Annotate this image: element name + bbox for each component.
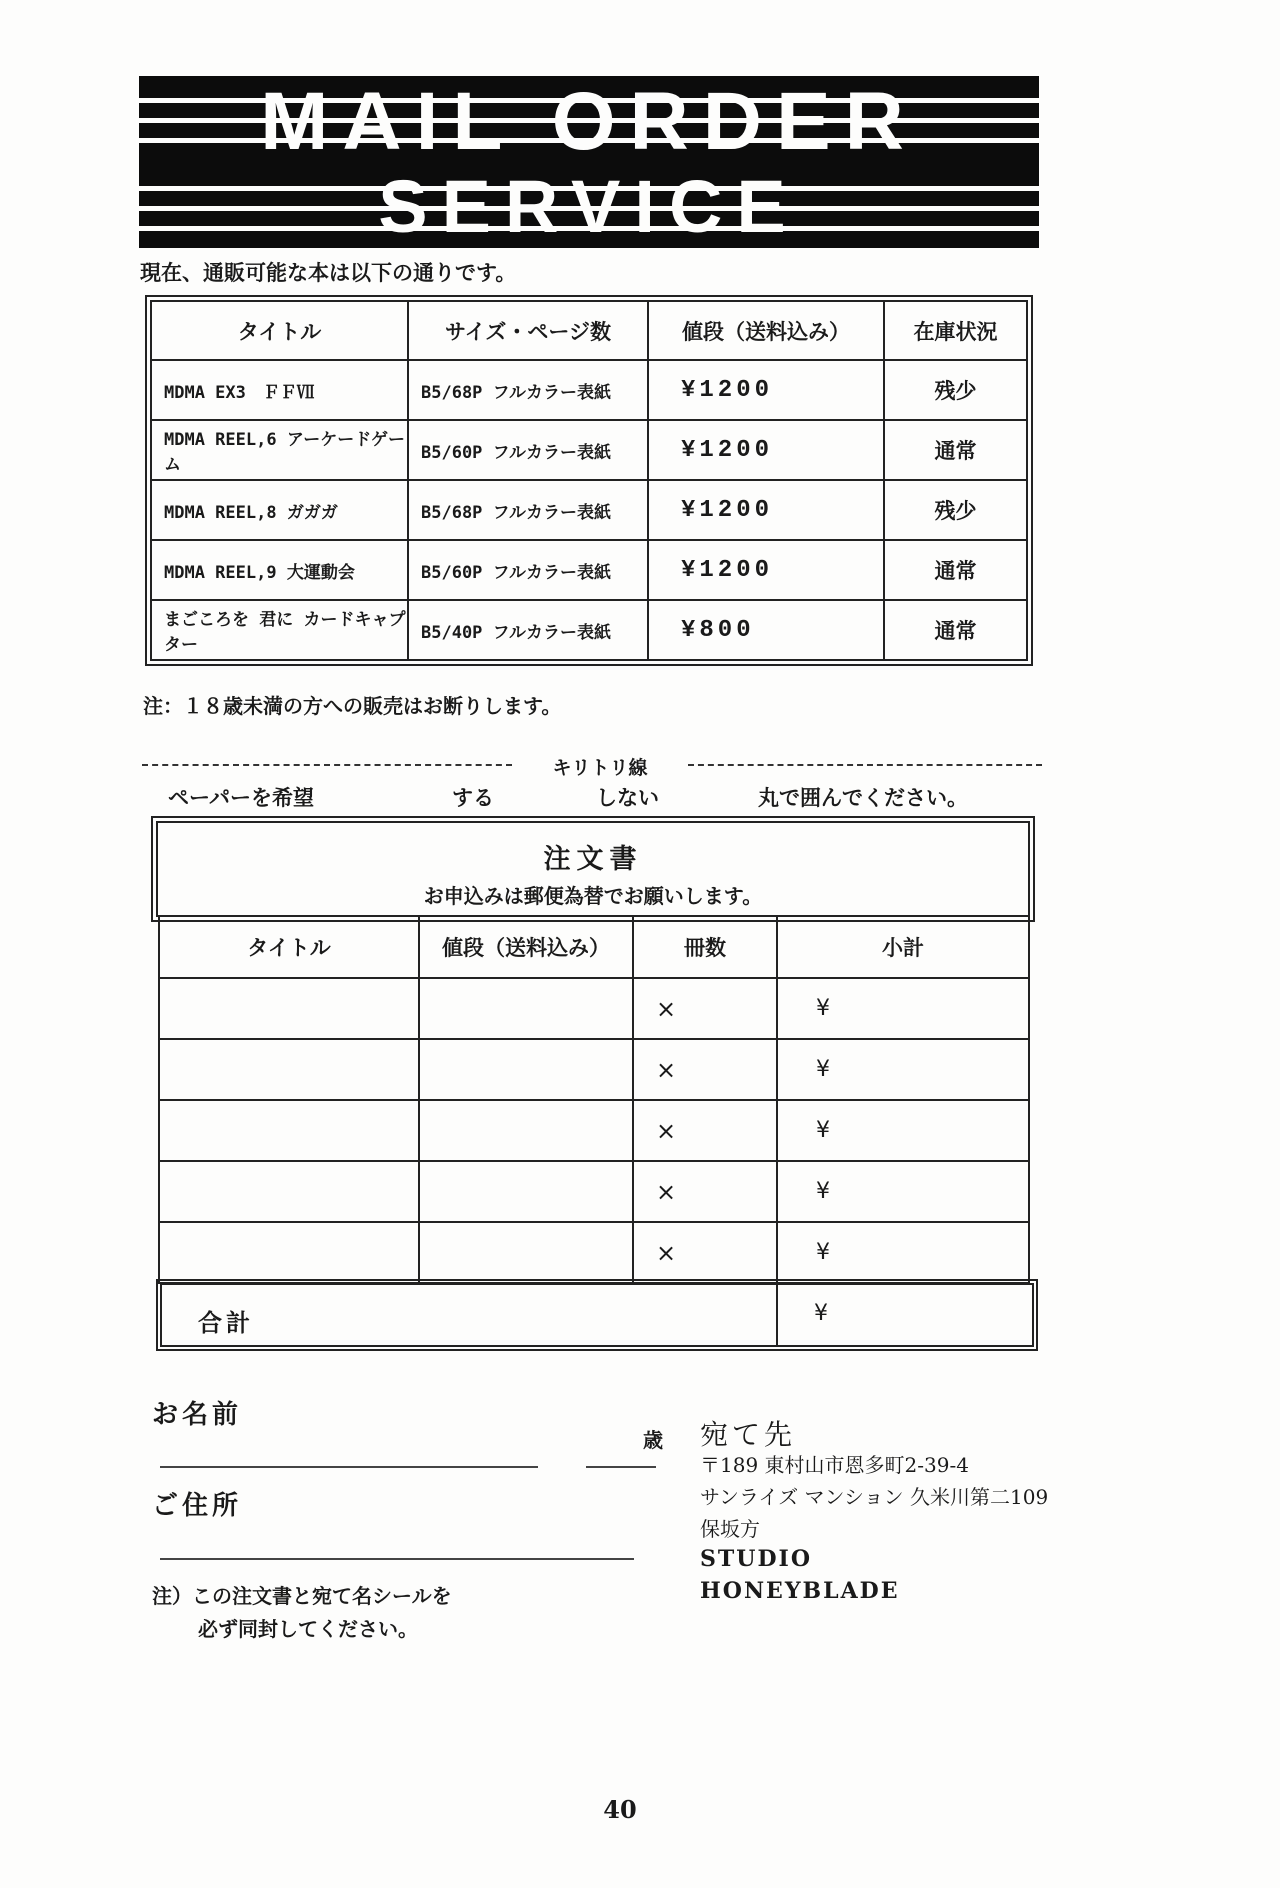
order-price-field[interactable] [419, 978, 633, 1039]
name-field[interactable] [160, 1466, 538, 1468]
book-price: ¥1200 [648, 360, 884, 420]
cut-dash-right [688, 764, 1042, 766]
order-header-quantity: 冊数 [633, 916, 777, 978]
order-price-field[interactable] [419, 1039, 633, 1100]
order-title-field[interactable] [159, 1222, 419, 1283]
order-quantity-field[interactable]: × [633, 1039, 777, 1100]
address-field[interactable] [160, 1558, 634, 1560]
enclosure-notice-line1: 注）この注文書と宛て名シールを [152, 1584, 452, 1608]
book-size: B5/40P フルカラー表紙 [408, 600, 648, 660]
enclosure-notice [152, 1580, 452, 1646]
address-label: ご住所 [152, 1491, 243, 1521]
order-header-title: タイトル [159, 916, 419, 978]
stock-status: 通常 [884, 540, 1027, 600]
age-notice: 注：１８歳未満の方への販売はお断りします。 [143, 694, 562, 718]
stock-status: 通常 [884, 420, 1027, 480]
book-size: B5/68P フルカラー表紙 [408, 360, 648, 420]
order-table-header [159, 916, 1029, 978]
table-row [159, 1161, 1029, 1222]
banner-title-line2: SERVICE [378, 165, 800, 248]
cut-dash-left [142, 764, 512, 766]
order-quantity-field[interactable]: × [633, 1222, 777, 1283]
cut-line [142, 753, 1042, 777]
order-header-price: 値段（送料込み） [419, 916, 633, 978]
stock-header-status: 在庫状況 [884, 301, 1027, 360]
order-form-title: 注文書 [543, 844, 643, 875]
cut-line-label: キリトリ線 [520, 753, 680, 780]
order-title-field[interactable] [159, 1100, 419, 1161]
order-subtotal-field[interactable]: ¥ [777, 1039, 1029, 1100]
order-title-field[interactable] [159, 1039, 419, 1100]
destination-postal-address: 〒189 東村山市恩多町2-39-4 [700, 1453, 969, 1477]
destination-studio-line2: HONEYBLADE [700, 1578, 900, 1604]
stock-status: 残少 [884, 360, 1027, 420]
book-price: ¥1200 [648, 540, 884, 600]
order-form-header [156, 821, 1030, 917]
order-form-subtitle: お申込みは郵便為替でお願いします。 [423, 884, 763, 908]
order-price-field[interactable] [419, 1161, 633, 1222]
book-title: MDMA REEL,8 ガガガ [151, 480, 408, 540]
page-number: 40 [603, 1795, 637, 1824]
stock-header-title: タイトル [151, 301, 408, 360]
table-row [151, 600, 1027, 660]
table-row [151, 480, 1027, 540]
paper-option-no[interactable]: しない [596, 786, 659, 810]
name-label: お名前 [152, 1400, 243, 1430]
table-row [159, 1222, 1029, 1283]
banner-title-line1: MAIL ORDER [260, 76, 918, 167]
total-label: 合計 [198, 1309, 254, 1337]
paper-instruction: 丸で囲んでください。 [758, 786, 968, 810]
book-title: まごころを 君に カードキャプター [151, 600, 408, 660]
stock-table-header [151, 301, 1027, 360]
enclosure-notice-line2: 必ず同封してください。 [198, 1617, 418, 1641]
paper-request-label: ペーパーを希望 [168, 786, 314, 810]
table-row [159, 1100, 1029, 1161]
stock-table [150, 300, 1028, 661]
book-size: B5/60P フルカラー表紙 [408, 540, 648, 600]
order-quantity-field[interactable]: × [633, 978, 777, 1039]
total-amount-field[interactable]: ¥ [814, 1301, 828, 1326]
destination-care-of: 保坂方 [700, 1517, 760, 1541]
destination-building: サンライズ マンション 久米川第二109 [700, 1485, 1049, 1509]
table-row [151, 540, 1027, 600]
order-price-field[interactable] [419, 1222, 633, 1283]
order-subtotal-field[interactable]: ¥ [777, 1161, 1029, 1222]
order-total-row [160, 1283, 1034, 1347]
order-header-subtotal: 小計 [777, 916, 1029, 978]
paper-option-yes[interactable]: する [452, 786, 494, 810]
stock-header-price: 値段（送料込み） [648, 301, 884, 360]
stock-status: 残少 [884, 480, 1027, 540]
order-title-field[interactable] [159, 978, 419, 1039]
order-quantity-field[interactable]: × [633, 1100, 777, 1161]
table-row [159, 1039, 1029, 1100]
book-price: ¥1200 [648, 480, 884, 540]
intro-text: 現在、通販可能な本は以下の通りです。 [140, 261, 517, 285]
book-size: B5/60P フルカラー表紙 [408, 420, 648, 480]
book-title: MDMA REEL,6 アーケードゲーム [151, 420, 408, 480]
book-title: MDMA REEL,9 大運動会 [151, 540, 408, 600]
stock-header-size: サイズ・ページ数 [408, 301, 648, 360]
order-subtotal-field[interactable]: ¥ [777, 1100, 1029, 1161]
order-table [158, 915, 1030, 1284]
order-price-field[interactable] [419, 1100, 633, 1161]
order-title-field[interactable] [159, 1161, 419, 1222]
order-quantity-field[interactable]: × [633, 1161, 777, 1222]
table-row [151, 360, 1027, 420]
destination-studio-line1: STUDIO [700, 1546, 812, 1572]
book-price: ¥1200 [648, 420, 884, 480]
book-size: B5/68P フルカラー表紙 [408, 480, 648, 540]
mail-order-banner [139, 76, 1039, 248]
order-subtotal-field[interactable]: ¥ [777, 978, 1029, 1039]
book-title: MDMA EX3 ＦＦⅦ [151, 360, 408, 420]
age-label: 歳 [643, 1428, 663, 1452]
table-row [151, 420, 1027, 480]
destination-label: 宛て先 [700, 1418, 797, 1451]
table-row [159, 978, 1029, 1039]
stock-status: 通常 [884, 600, 1027, 660]
book-price: ¥800 [648, 600, 884, 660]
age-field[interactable] [586, 1466, 656, 1468]
order-subtotal-field[interactable]: ¥ [777, 1222, 1029, 1283]
